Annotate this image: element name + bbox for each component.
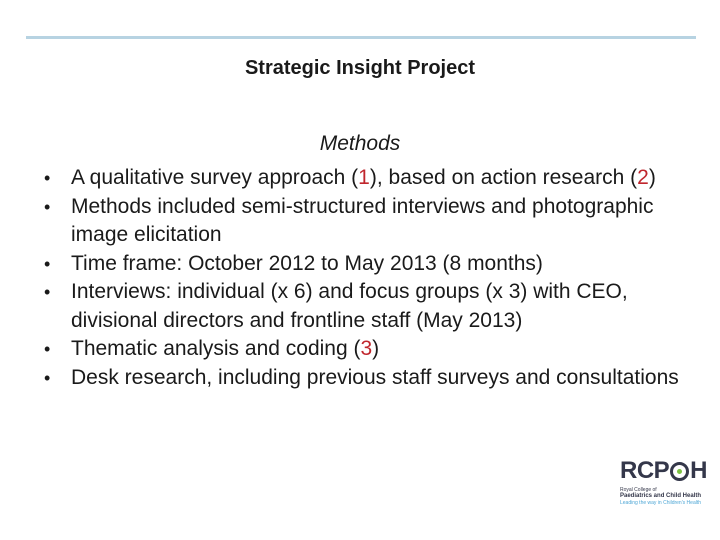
- logo-wordmark: RCP H: [620, 457, 708, 484]
- section-subtitle: Methods: [319, 132, 401, 155]
- reference-number: 1: [358, 166, 370, 189]
- bullet-dot-icon: •: [44, 253, 51, 274]
- logo-line-1: Royal College of: [620, 487, 657, 493]
- bullet-item: • Time frame: October 2012 to May 2013 (8 months): [44, 250, 684, 279]
- bullet-dot-icon: •: [44, 339, 51, 359]
- bullet-item: • Interviews: individual (x 6) and focus groups (x 3) with CEO, divisional directors and frontline staff (May 2013): [44, 280, 628, 332]
- bullet-item: • Thematic analysis and coding (3): [44, 335, 684, 364]
- logo-c-icon: [670, 462, 689, 481]
- reference-number: 3: [360, 337, 373, 360]
- bullet-list: [44, 164, 684, 392]
- bullet-dot-icon: •: [44, 196, 51, 217]
- bullet-dot-icon: •: [44, 367, 51, 388]
- logo-tagline: Leading the way in Children's Health: [620, 500, 702, 506]
- reference-number: 2: [637, 166, 649, 189]
- bullet-dot-icon: •: [44, 168, 51, 188]
- slide-title: Strategic Insight Project: [244, 57, 476, 79]
- bullet-dot-icon: •: [44, 282, 51, 302]
- bullet-item: • A qualitative survey approach (1), based on action research (2): [44, 164, 684, 193]
- bullet-item: • Methods included semi-structured interviews and photographic image elicitation: [44, 194, 654, 246]
- rcpch-logo: [620, 458, 710, 518]
- logo-line-2: Paediatrics and Child Health: [620, 493, 702, 499]
- bullet-item: • Desk research, including previous staff surveys and consultations: [44, 364, 684, 393]
- top-divider: [26, 36, 696, 39]
